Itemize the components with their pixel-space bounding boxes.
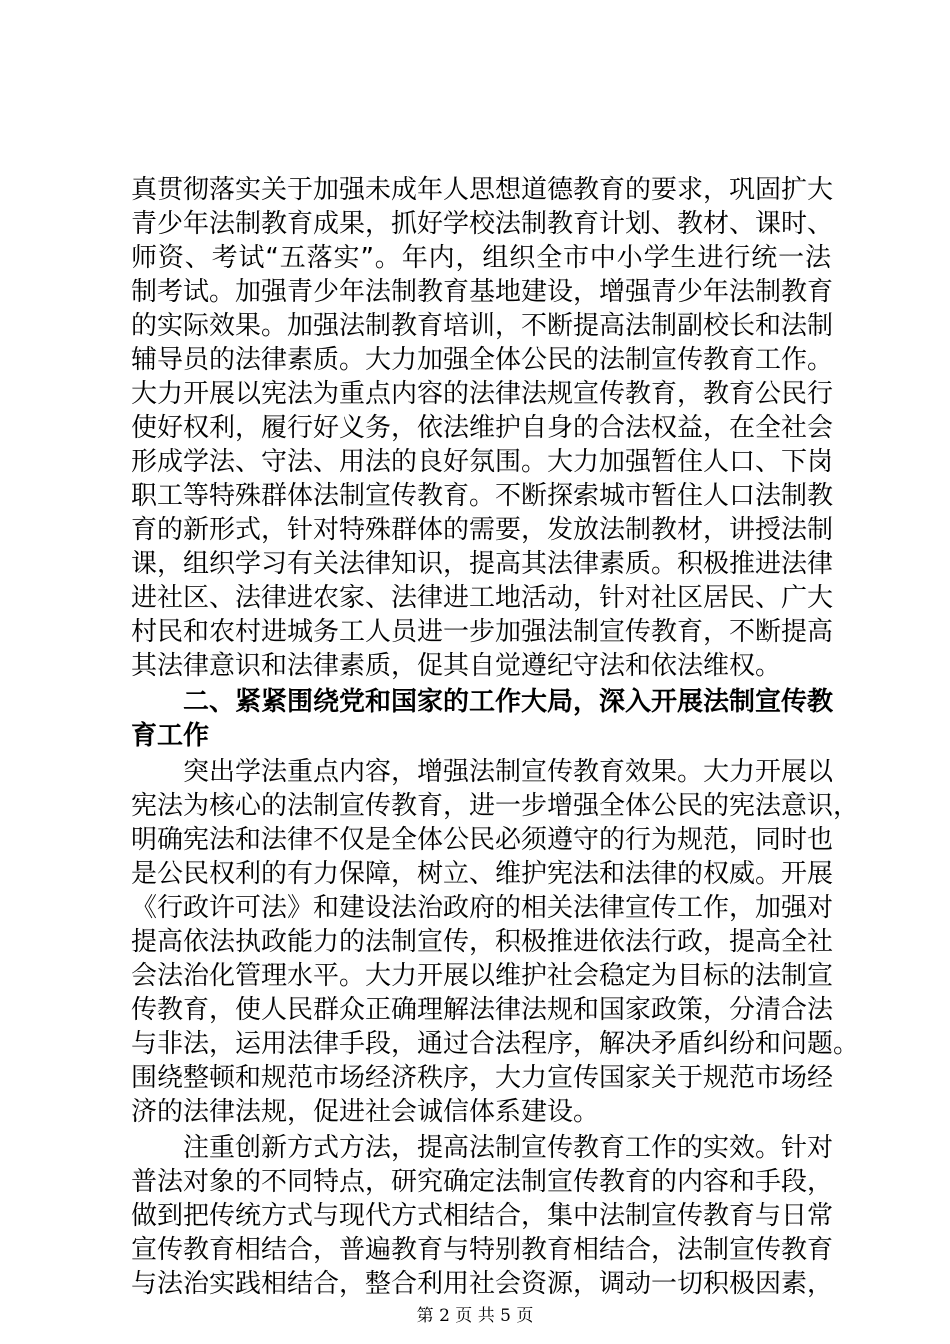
body-line: 会法治化管理水平。大力开展以维护社会稳定为目标的法制宣 [131, 961, 834, 991]
body-line: 普法对象的不同特点，研究确定法制宣传教育的内容和手段， [131, 1167, 834, 1197]
body-line: 明确宪法和法律不仅是全体公民必须遵守的行为规范，同时也 [131, 825, 834, 855]
body-line: 课，组织学习有关法律知识，提高其法律素质。积极推进法律 [131, 549, 834, 579]
body-line: 宪法为核心的法制宣传教育，进一步增强全体公民的宪法意识， [131, 791, 860, 821]
body-line: 的实际效果。加强法制教育培训，不断提高法制副校长和法制 [131, 311, 834, 341]
body-line: 育的新形式，针对特殊群体的需要，发放法制教材，讲授法制 [131, 515, 834, 545]
body-line: 注重创新方式方法，提高法制宣传教育工作的实效。针对 [183, 1133, 834, 1163]
body-line: 村民和农村进城务工人员进一步加强法制宣传教育，不断提高 [131, 617, 834, 647]
body-line: 师资、考试“五落实”。年内，组织全市中小学生进行统一法 [131, 243, 831, 273]
body-line: 做到把传统方式与现代方式相结合，集中法制宣传教育与日常 [131, 1201, 834, 1231]
body-line: 提高依法执政能力的法制宣传，积极推进依法行政，提高全社 [131, 927, 834, 957]
body-line: 大力开展以宪法为重点内容的法律法规宣传教育，教育公民行 [131, 379, 834, 409]
body-line: 形成学法、守法、用法的良好氛围。大力加强暂住人口、下岗 [131, 447, 834, 477]
body-line: 围绕整顿和规范市场经济秩序，大力宣传国家关于规范市场经 [131, 1063, 834, 1093]
body-line: 真贯彻落实关于加强未成年人思想道德教育的要求，巩固扩大 [131, 175, 834, 205]
body-line: 宣传教育相结合，普遍教育与特别教育相结合，法制宣传教育 [131, 1235, 834, 1265]
body-line: 突出学法重点内容，增强法制宣传教育效果。大力开展以 [183, 757, 834, 787]
body-line: 与法治实践相结合，整合利用社会资源，调动一切积极因素， [131, 1269, 834, 1299]
body-line: 制考试。加强青少年法制教育基地建设，增强青少年法制教育 [131, 277, 834, 307]
body-line: 与非法，运用法律手段，通过合法程序，解决矛盾纠纷和问题。 [131, 1029, 860, 1059]
body-line: 青少年法制教育成果，抓好学校法制教育计划、教材、课时、 [131, 209, 834, 239]
page-number-footer: 第 2 页 共 5 页 [416, 1306, 534, 1326]
section-heading: 育工作 [131, 721, 210, 751]
body-line: 职工等特殊群体法制宣传教育。不断探索城市暂住人口法制教 [131, 481, 834, 511]
body-line: 济的法律法规，促进社会诚信体系建设。 [131, 1097, 600, 1127]
body-line: 其法律意识和法律素质，促其自觉遵纪守法和依法维权。 [131, 651, 782, 681]
body-line: 是公民权利的有力保障，树立、维护宪法和法律的权威。开展 [131, 859, 834, 889]
body-line: 进社区、法律进农家、法律进工地活动，针对社区居民、广大 [131, 583, 834, 613]
body-line: 辅导员的法律素质。大力加强全体公民的法制宣传教育工作。 [131, 345, 834, 375]
body-line: 传教育，使人民群众正确理解法律法规和国家政策，分清合法 [131, 995, 834, 1025]
body-line: 使好权利，履行好义务，依法维护自身的合法权益，在全社会 [131, 413, 834, 443]
body-line: 《行政许可法》和建设法治政府的相关法律宣传工作，加强对 [131, 893, 834, 923]
section-heading: 二、紧紧围绕党和国家的工作大局，深入开展法制宣传教 [183, 687, 834, 717]
